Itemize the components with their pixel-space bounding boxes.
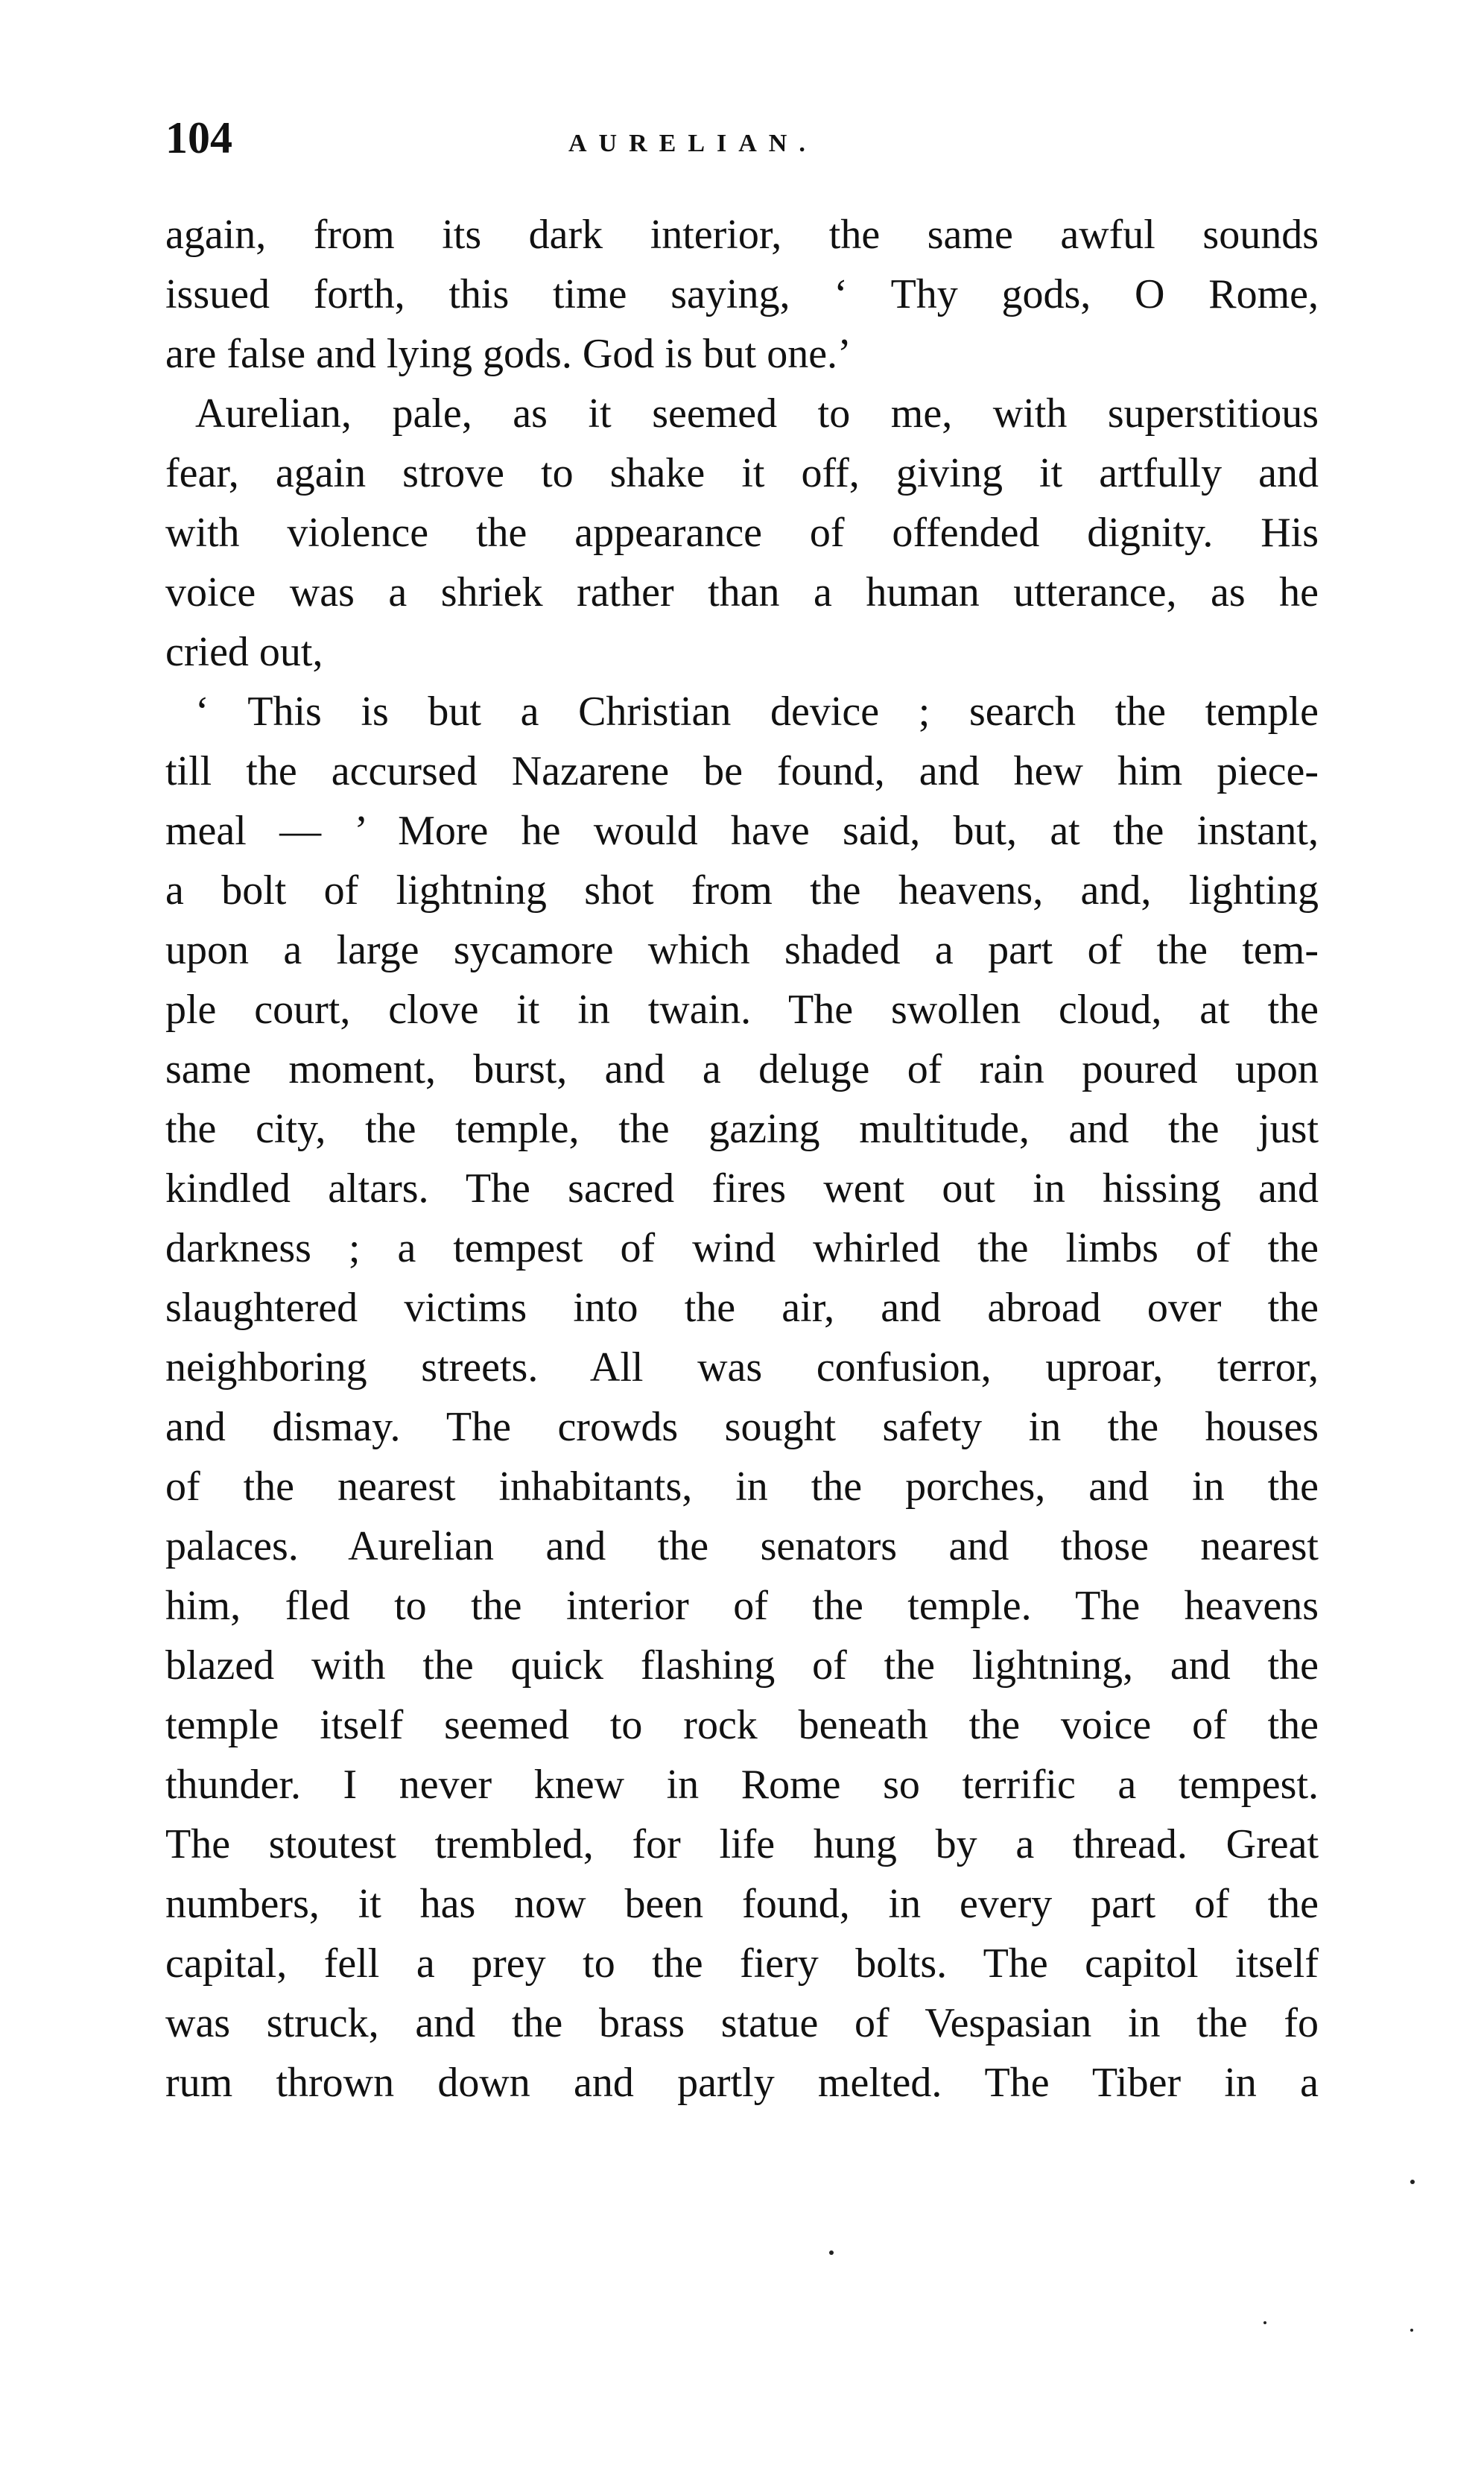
text-line: cried out,: [165, 629, 323, 675]
text-line: and dismay. The crowds sought safety in the houses: [165, 1404, 1319, 1450]
text-line: issued forth, this time saying, ‘ Thy gods, O Rome,: [165, 271, 1319, 317]
text-line: the city, the temple, the gazing multitude, and the just: [165, 1106, 1319, 1152]
text-line: of the nearest inhabitants, in the porches, and in the: [165, 1464, 1319, 1510]
text-line: was struck, and the brass statue of Vespasian in the fo: [165, 2000, 1319, 2046]
text-line: ple court, clove it in twain. The swollen cloud, at the: [165, 987, 1319, 1033]
text-line: thunder. I never knew in Rome so terrific a tempest.: [165, 1762, 1319, 1808]
text-line: The stoutest trembled, for life hung by a thread. Great: [165, 1821, 1319, 1867]
text-line: rum thrown down and partly melted. The Tiber in a: [165, 2060, 1319, 2106]
scan-speck: [1410, 2329, 1413, 2332]
text-line: again, from its dark interior, the same awful sounds: [165, 212, 1319, 258]
text-line: fear, again strove to shake it off, giving it artfully and: [165, 450, 1319, 496]
scan-speck: [829, 2250, 834, 2255]
text-line: capital, fell a prey to the fiery bolts. The capitol itself: [165, 1940, 1319, 1987]
text-line: blazed with the quick flashing of the lightning, and the: [165, 1642, 1319, 1689]
text-line: kindled altars. The sacred fires went out in hissing and: [165, 1165, 1319, 1212]
text-line: till the accursed Nazarene be found, and hew him piece-: [165, 748, 1319, 794]
page-body-text: [165, 205, 1319, 2113]
text-line: a bolt of lightning shot from the heavens, and, lighting: [165, 867, 1319, 914]
text-line: slaughtered victims into the air, and abroad over the: [165, 1285, 1319, 1331]
text-line: numbers, it has now been found, in every part of the: [165, 1881, 1319, 1927]
text-line: darkness ; a tempest of wind whirled the limbs of the: [165, 1225, 1319, 1271]
text-line: temple itself seemed to rock beneath the voice of the: [165, 1702, 1319, 1748]
text-line: neighboring streets. All was confusion, uproar, terror,: [165, 1344, 1319, 1391]
scan-speck: [1410, 2180, 1415, 2184]
text-line: upon a large sycamore which shaded a part of the tem-: [165, 927, 1319, 973]
text-line: same moment, burst, and a deluge of rain poured upon: [165, 1046, 1319, 1092]
text-line: palaces. Aurelian and the senators and those nearest: [165, 1523, 1319, 1569]
page-header: [165, 112, 1319, 164]
scan-speck: [1263, 2321, 1266, 2324]
text-line: him, fled to the interior of the temple. The heavens: [165, 1583, 1319, 1629]
text-line: with violence the appearance of offended dignity. His: [165, 510, 1319, 556]
text-line: Aurelian, pale, as it seemed to me, with superstitious: [195, 390, 1319, 437]
text-line: ‘ This is but a Christian device ; search the temple: [195, 689, 1319, 735]
page-number: 104: [165, 113, 232, 162]
text-line: meal — ’ More he would have said, but, at the instant,: [165, 808, 1319, 854]
text-line: are false and lying gods. God is but one.’: [165, 331, 852, 377]
running-title: AURELIAN.: [568, 130, 817, 157]
text-line: voice was a shriek rather than a human utterance, as he: [165, 569, 1319, 616]
